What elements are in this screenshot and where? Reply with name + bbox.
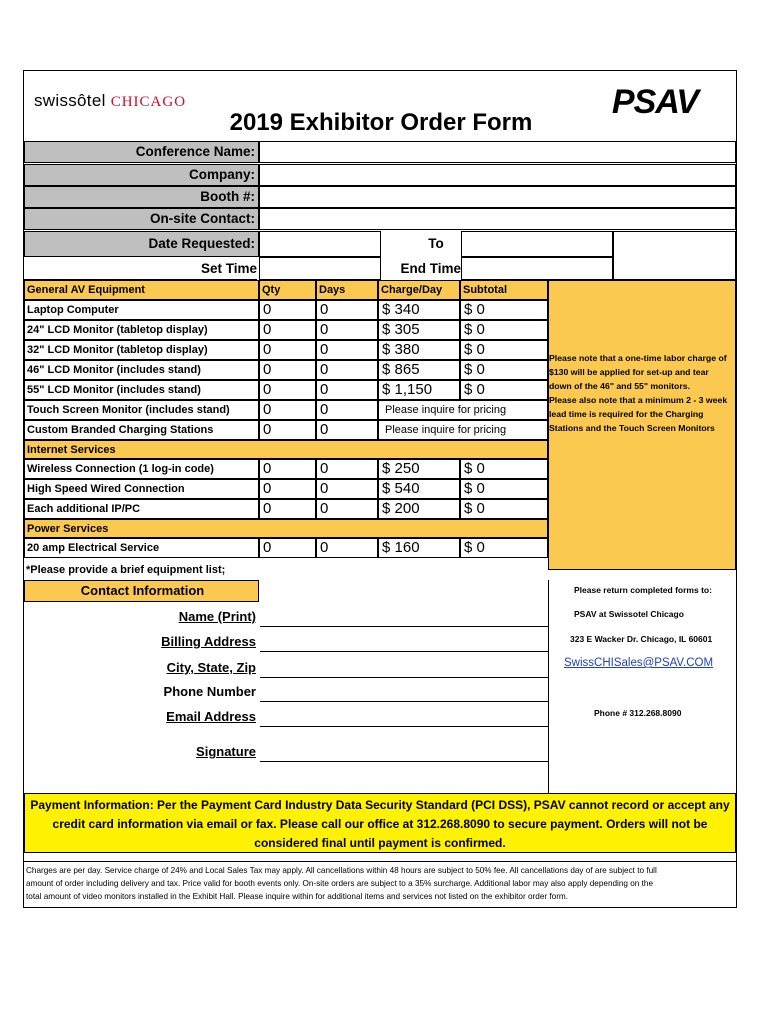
- inquire-pricing-note: Please inquire for pricing: [378, 420, 548, 440]
- psav-logo: PSAV: [611, 83, 698, 121]
- swissotel-logo: swissôtel CHICAGO: [34, 91, 187, 110]
- subtotal-value: $ 0: [460, 538, 548, 558]
- end-time-label: End Time: [400, 261, 461, 276]
- subtotal-value: $ 0: [460, 499, 548, 519]
- email-address-label: Email Address: [166, 709, 256, 724]
- return-company-text: PSAV at Swissotel Chicago: [574, 609, 684, 619]
- subtotal-value: $ 0: [460, 380, 548, 400]
- name-print-field[interactable]: [260, 609, 548, 627]
- col-header-days: Days: [316, 280, 378, 300]
- charge-value: $ 1,150: [378, 380, 460, 400]
- qty-input[interactable]: 0: [259, 360, 316, 380]
- billing-address-label: Billing Address: [161, 634, 256, 649]
- charge-value: $ 380: [378, 340, 460, 360]
- qty-input[interactable]: 0: [259, 538, 316, 558]
- terms-footer: Charges are per day. Service charge of 24% and Local Sales Tax may apply. All cancellations within 48 hours are subject to 50% fee. All cancellations day of are subject to full amount of order including delivery and tax. Price valid for booth events only. On-site orders are subject to a 35% surcharge. Additional labor may also apply depending on the total amount of video monitors installed in the Exhibit Hall. Please inquire within for additional items and services not listed on the exhibitor order form.: [24, 861, 736, 907]
- col-header-qty: Qty: [259, 280, 316, 300]
- return-forms-text: Please return completed forms to:: [574, 585, 712, 595]
- onsite-contact-field[interactable]: [259, 208, 736, 230]
- table-row-label: 55" LCD Monitor (includes stand): [24, 380, 259, 400]
- form-title: 2019 Exhibitor Order Form: [229, 109, 533, 136]
- table-row-label: 46" LCD Monitor (includes stand): [24, 360, 259, 380]
- table-row-label: Laptop Computer: [24, 300, 259, 320]
- subtotal-value: $ 0: [460, 300, 548, 320]
- qty-input[interactable]: 0: [259, 300, 316, 320]
- qty-input[interactable]: 0: [259, 380, 316, 400]
- company-label: Company:: [24, 164, 259, 186]
- charge-value: $ 340: [378, 300, 460, 320]
- return-email-link[interactable]: SwissCHISales@PSAV.COM: [564, 657, 714, 669]
- charge-value: $ 540: [378, 479, 460, 499]
- subtotal-value: $ 0: [460, 459, 548, 479]
- contact-info-header: Contact Information: [24, 580, 259, 602]
- subtotal-value: $ 0: [460, 479, 548, 499]
- order-form: [23, 70, 737, 908]
- return-phone-text: Phone # 312.268.8090: [594, 708, 682, 718]
- days-input[interactable]: 0: [316, 420, 378, 440]
- booth-label: Booth #:: [24, 186, 259, 208]
- date-requested-label: Date Requested:: [24, 231, 259, 257]
- qty-input[interactable]: 0: [259, 499, 316, 519]
- signature-field[interactable]: [260, 744, 548, 762]
- signature-label: Signature: [196, 744, 256, 759]
- billing-address-field[interactable]: [260, 634, 548, 652]
- subtotal-value: $ 0: [460, 340, 548, 360]
- city-state-zip-label: City, State, Zip: [166, 660, 256, 675]
- days-input[interactable]: 0: [316, 459, 378, 479]
- labor-note-panel: [548, 280, 736, 570]
- date-end-field[interactable]: [461, 231, 613, 257]
- days-input[interactable]: 0: [316, 499, 378, 519]
- contact-divider: [548, 580, 549, 793]
- company-field[interactable]: [259, 164, 736, 186]
- col-header-charge: Charge/Day: [378, 280, 460, 300]
- col-header-equipment: General AV Equipment: [24, 280, 259, 300]
- onsite-contact-label: On-site Contact:: [24, 208, 259, 230]
- table-row-label: 24" LCD Monitor (tabletop display): [24, 320, 259, 340]
- phone-number-label: Phone Number: [163, 684, 256, 699]
- days-input[interactable]: 0: [316, 400, 378, 420]
- table-row-label: 20 amp Electrical Service: [24, 538, 259, 558]
- power-services-header: Power Services: [24, 519, 548, 538]
- conference-name-field[interactable]: [259, 141, 736, 163]
- days-input[interactable]: 0: [316, 320, 378, 340]
- end-time-field[interactable]: [461, 257, 613, 280]
- to-label: To: [428, 236, 444, 251]
- charge-value: $ 250: [378, 459, 460, 479]
- table-row-label: Each additional IP/PC: [24, 499, 259, 519]
- internet-services-header: Internet Services: [24, 440, 548, 459]
- qty-input[interactable]: 0: [259, 340, 316, 360]
- date-extra-box: [613, 231, 736, 280]
- payment-info-box: Payment Information: Per the Payment Card Industry Data Security Standard (PCI DSS), PSAV cannot record or accept any credit card information via email or fax. Please call our office at 312.268.8090 to secure payment. Orders will not be considered final until payment is confirmed.: [24, 793, 736, 853]
- subtotal-value: $ 0: [460, 320, 548, 340]
- table-row-label: Custom Branded Charging Stations: [24, 420, 259, 440]
- charge-value: $ 200: [378, 499, 460, 519]
- date-start-field[interactable]: [259, 231, 381, 257]
- subtotal-value: $ 0: [460, 360, 548, 380]
- days-input[interactable]: 0: [316, 380, 378, 400]
- email-address-field[interactable]: [260, 709, 548, 727]
- return-address-text: 323 E Wacker Dr. Chicago, IL 60601: [570, 634, 713, 644]
- labor-note-text: Please note that a one-time labor charge of $130 will be applied for set-up and tear down of the 46" and 55" monitors. Please also note that a minimum 2 - 3 week lead time is required for the Charging Stations and the Touch Screen Monitors: [549, 353, 728, 433]
- charge-value: $ 160: [378, 538, 460, 558]
- charge-value: $ 305: [378, 320, 460, 340]
- set-time-label: Set Time: [24, 257, 257, 280]
- table-row-label: High Speed Wired Connection: [24, 479, 259, 499]
- qty-input[interactable]: 0: [259, 459, 316, 479]
- name-print-label: Name (Print): [178, 609, 256, 624]
- days-input[interactable]: 0: [316, 340, 378, 360]
- qty-input[interactable]: 0: [259, 400, 316, 420]
- qty-input[interactable]: 0: [259, 420, 316, 440]
- conference-name-label: Conference Name:: [24, 141, 259, 163]
- phone-number-field[interactable]: [260, 684, 548, 702]
- qty-input[interactable]: 0: [259, 479, 316, 499]
- qty-input[interactable]: 0: [259, 320, 316, 340]
- col-header-subtotal: Subtotal: [460, 280, 548, 300]
- table-row-label: 32" LCD Monitor (tabletop display): [24, 340, 259, 360]
- charge-value: $ 865: [378, 360, 460, 380]
- days-input[interactable]: 0: [316, 360, 378, 380]
- booth-field[interactable]: [259, 186, 736, 208]
- set-time-field[interactable]: [259, 257, 381, 280]
- days-input[interactable]: 0: [316, 538, 378, 558]
- equipment-list-note: *Please provide a brief equipment list;: [26, 564, 226, 576]
- table-row-label: Touch Screen Monitor (includes stand): [24, 400, 259, 420]
- days-input[interactable]: 0: [316, 479, 378, 499]
- city-state-zip-field[interactable]: [260, 660, 548, 678]
- inquire-pricing-note: Please inquire for pricing: [378, 400, 548, 420]
- table-row-label: Wireless Connection (1 log-in code): [24, 459, 259, 479]
- days-input[interactable]: 0: [316, 300, 378, 320]
